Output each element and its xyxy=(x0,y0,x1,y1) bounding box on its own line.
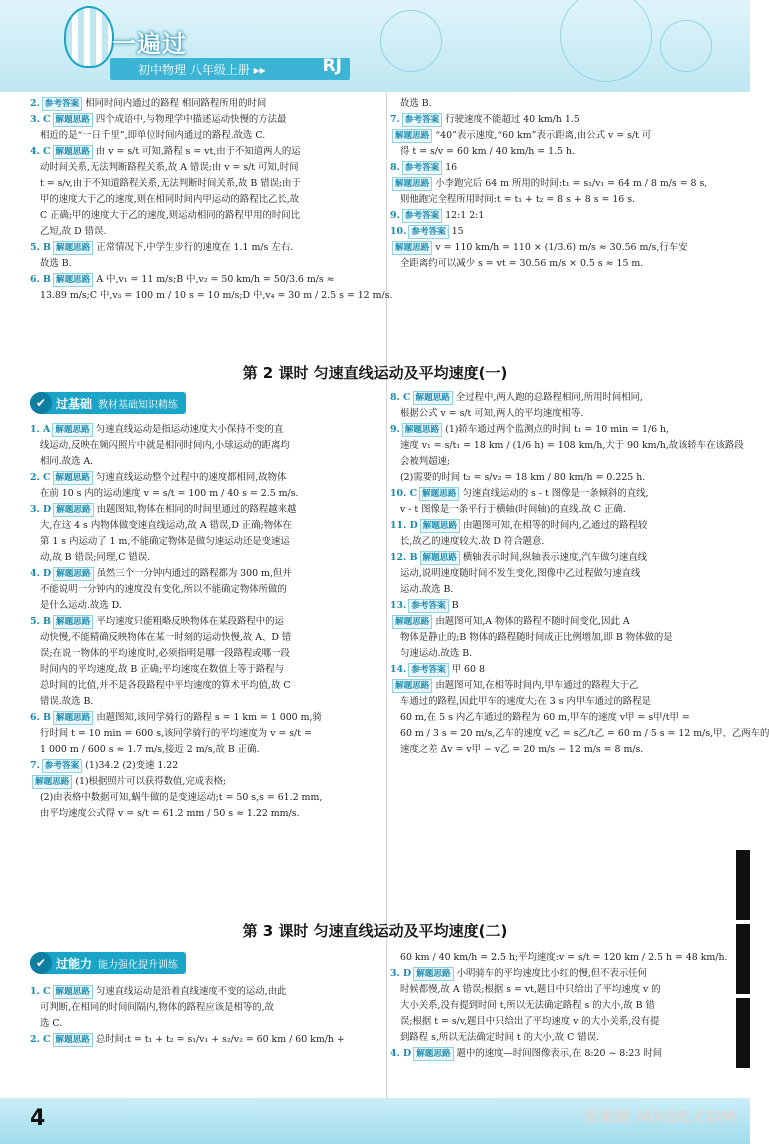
answer-line xyxy=(390,662,720,678)
question-number: 6. B xyxy=(30,274,51,285)
watermark: 答案圈 MXQE.COM xyxy=(582,1107,736,1126)
answer-line xyxy=(30,1016,382,1032)
answer-line xyxy=(390,630,720,646)
answer-text: 相近的是“一日千里”,即单位时间内通过的路程.故选 C. xyxy=(40,130,266,141)
answer-line xyxy=(390,678,720,694)
badge-basic-label: 过基础 xyxy=(56,396,93,411)
page-number: 4 xyxy=(30,1106,46,1131)
answer-line xyxy=(30,144,382,160)
answer-line xyxy=(30,518,382,534)
answer-line xyxy=(30,176,382,192)
answer-text: 不能说明一分钟内的速度没有变化,所以不能确定物体所做的 xyxy=(40,584,287,595)
answer-line xyxy=(390,128,720,144)
answer-text: 12:1 2:1 xyxy=(445,210,485,221)
answer-line xyxy=(390,742,720,758)
answer-text: 大,在这 4 s 内物体做变速直线运动,故 A 错误,D 正确;物体在 xyxy=(40,520,292,531)
answer-text: 60 km / 40 km/h = 2.5 h;平均速度:v = s/t = 120 km / 2.5 h = 48 km/h. xyxy=(400,952,728,963)
answer-text: 在前 10 s 内的运动速度 v = s/t = 100 m / 40 s = 2.5 m/s. xyxy=(40,488,299,499)
answer-line xyxy=(30,112,382,128)
answer-text: 错误.故选 B. xyxy=(40,696,94,707)
answer-line xyxy=(30,208,382,224)
answer-line xyxy=(30,438,382,454)
answer-text: 正常情况下,中学生步行的速度在 1.1 m/s 左右. xyxy=(96,242,294,253)
answer-line xyxy=(30,694,382,710)
answer-text: 13.89 m/s;C 中,v₃ = 100 m / 10 s = 10 m/s;D 中,v₄ = 30 m / 2.5 s = 12 m/s. xyxy=(40,290,393,301)
question-number: 4. D xyxy=(30,568,52,579)
answer-text: 运动,说明速度随时间不发生变化,图像中乙过程做匀速直线 xyxy=(400,568,641,579)
decor-circle xyxy=(560,0,652,82)
answer-text: v = 110 km/h = 110 × (1/3.6) m/s ≈ 30.56 m/s,行车安 xyxy=(435,242,688,253)
answer-line xyxy=(390,982,720,998)
answer-tag: 解题思路 xyxy=(53,985,93,999)
answer-line xyxy=(30,502,382,518)
question-number: 5. B xyxy=(30,242,51,253)
question-number: 14. xyxy=(390,664,407,675)
answer-line xyxy=(390,614,720,630)
answer-tag: 解题思路 xyxy=(419,487,459,501)
answer-tag: 解题思路 xyxy=(52,423,92,437)
answer-text: 60 m / 3 s = 20 m/s,乙车的速度 v乙 = s乙/t乙 = 60 m / 5 s = 12 m/s,甲、乙两车的 xyxy=(400,728,769,739)
answer-line xyxy=(390,694,720,710)
decor-circle xyxy=(660,20,712,72)
badge-ability-sub: 能力强化提升训练 xyxy=(98,959,179,971)
question-number: 8. C xyxy=(390,392,411,403)
answer-text: 速度之差 Δv = v甲 − v乙 = 20 m/s − 12 m/s = 8 m/s. xyxy=(400,744,644,755)
answer-line xyxy=(390,438,744,454)
answer-text: 大小关系,没有提到时间 t,所以无法确定路程 s 的大小,故 B 错 xyxy=(400,1000,655,1011)
answer-line xyxy=(30,256,382,272)
answer-line xyxy=(390,726,769,742)
question-number: 6. B xyxy=(30,712,51,723)
answer-text: 甲 60 8 xyxy=(451,664,485,675)
question-number: 12. B xyxy=(390,552,418,563)
answer-text: (1)34.2 (2)变速 1.22 xyxy=(85,760,179,771)
answer-text: “40”表示速度,“60 km”表示距离,由公式 v = s/t 可 xyxy=(435,130,652,141)
question-number: 2. C xyxy=(30,472,51,483)
brand-title: 一遍过 xyxy=(112,30,187,58)
answer-text: 16 xyxy=(445,162,458,173)
question-number: 3. D xyxy=(30,504,52,515)
answer-tag: 解题思路 xyxy=(53,273,93,287)
answer-line xyxy=(390,646,720,662)
lesson3-title: 第 3 课时 匀速直线运动及平均速度(二) xyxy=(242,922,508,940)
decor-circle xyxy=(380,10,442,72)
answer-text: 全过程中,两人跑的总路程相同,所用时间相同, xyxy=(455,392,643,403)
answer-tag: 参考答案 xyxy=(402,161,442,175)
answer-text: 运动.故选 B. xyxy=(400,584,454,595)
answer-text: 是什么运动.故选 D. xyxy=(40,600,122,611)
answer-line xyxy=(390,112,720,128)
answer-line xyxy=(30,566,382,582)
question-number: 3. D xyxy=(390,968,412,979)
answer-line xyxy=(30,422,382,438)
answer-tag: 解题思路 xyxy=(420,519,460,533)
side-tab-marks xyxy=(736,850,750,1072)
answer-line xyxy=(390,160,720,176)
answer-tag: 参考答案 xyxy=(402,113,442,127)
answer-tag: 解题思路 xyxy=(53,1033,93,1047)
answer-text: 可判断,在相同的时间间隔内,物体的路程应该是相等的,故 xyxy=(40,1002,274,1013)
question-number: 1. A xyxy=(30,424,51,435)
question-number: 1. C xyxy=(30,986,51,997)
answer-line xyxy=(30,550,382,566)
answer-text: 由题图知,该同学骑行的路程 s = 1 km = 1 000 m,骑 xyxy=(96,712,322,723)
answer-text: 行时间 t = 10 min = 600 s,该同学骑行的平均速度为 v = s/t = xyxy=(40,728,312,739)
answer-text: B xyxy=(451,600,459,611)
question-number: 8. xyxy=(390,162,400,173)
answer-text: 长,故乙的速度较大.故 D 符合题意. xyxy=(400,536,545,547)
answer-line xyxy=(390,534,720,550)
answer-tag: 解题思路 xyxy=(53,503,93,517)
answer-line xyxy=(390,96,720,112)
answer-text: 由题图可知,在相等时间内,甲车通过的路程大于乙 xyxy=(435,680,639,691)
question-number: 10. C xyxy=(390,488,418,499)
answer-line xyxy=(390,502,720,518)
question-number: 2. xyxy=(30,98,40,109)
answer-line xyxy=(390,582,720,598)
question-number: 7. xyxy=(390,114,400,125)
answer-text: 总时间:t = t₁ + t₂ = s₁/v₁ + s₂/v₂ = 60 km / 60 km/h + xyxy=(95,1034,345,1045)
answer-line xyxy=(30,272,382,288)
answer-line xyxy=(390,240,720,256)
answer-tag: 解题思路 xyxy=(402,423,442,437)
question-number: 4. C xyxy=(30,146,51,157)
left-bottom-answers xyxy=(30,984,382,1048)
answer-tag: 解题思路 xyxy=(53,113,93,127)
answer-line xyxy=(390,454,720,470)
question-number: 7. xyxy=(30,760,40,771)
answer-text: 四个成语中,与物理学中描述运动快慢的方法最 xyxy=(95,114,287,125)
column-divider xyxy=(386,92,387,1098)
question-number: 13. xyxy=(390,600,407,611)
badge-ability xyxy=(30,952,186,974)
answer-tag: 解题思路 xyxy=(53,711,93,725)
answer-line xyxy=(390,1030,720,1046)
answer-text: 题中的速度—时间图像表示,在 8:20 ~ 8:23 时间 xyxy=(456,1048,663,1059)
answer-line xyxy=(390,486,720,502)
answer-text: A 中,v₁ = 11 m/s;B 中,v₂ = 50 km/h = 50/3.6 m/s ≈ xyxy=(96,274,335,285)
answer-tag: 解题思路 xyxy=(53,145,93,159)
answer-line xyxy=(30,758,382,774)
answer-line xyxy=(390,566,720,582)
answer-line xyxy=(30,470,382,486)
answer-line xyxy=(390,192,720,208)
answer-text: 小李跑完后 64 m 所用的时间:t₁ = s₁/v₁ = 64 m / 8 m/s = 8 s, xyxy=(435,178,708,189)
badge-basic xyxy=(30,392,186,414)
answer-text: t = s/v,由于不知道路程关系,无法判断时间关系,故 B 错误;由于 xyxy=(40,178,301,189)
answer-tag: 解题思路 xyxy=(420,551,460,565)
answer-text: 根据公式 v = s/t 可知,两人的平均速度相等. xyxy=(400,408,584,419)
answer-text: 匀速直线运动是指运动速度大小保持不变的直 xyxy=(95,424,284,435)
answer-text: 得 t = s/v = 60 km / 40 km/h = 1.5 h. xyxy=(400,146,576,157)
answer-line xyxy=(390,950,728,966)
answer-text: 全距离约可以减少 s = vt = 30.56 m/s × 0.5 s ≈ 15 m. xyxy=(400,258,644,269)
answer-line xyxy=(30,726,382,742)
left-mid-answers xyxy=(30,422,382,822)
answer-text: 匀速直线运动是沿着直线速度不变的运动,由此 xyxy=(95,986,287,997)
answer-text: 速度 v₁ = s/t₁ = 18 km / (1/6 h) = 108 km/h,大于 90 km/h,故该轿车在该路段 xyxy=(400,440,744,451)
answer-line xyxy=(30,614,382,630)
answer-line xyxy=(30,192,382,208)
answer-line xyxy=(390,998,720,1014)
answer-tag: 参考答案 xyxy=(42,97,82,111)
answer-tag: 参考答案 xyxy=(408,225,448,239)
badge-ability-label: 过能力 xyxy=(56,956,93,971)
answer-line xyxy=(30,96,382,112)
answer-text: 平均速度只能粗略反映物体在某段路程中的运 xyxy=(96,616,284,627)
answer-text: 匀速直线运动的 s - t 图像是一条倾斜的直线, xyxy=(462,488,649,499)
answer-text: 乙短,故 D 错误. xyxy=(40,226,107,237)
answer-line xyxy=(390,144,720,160)
answer-line xyxy=(30,710,382,726)
answer-text: 故选 B. xyxy=(40,258,72,269)
answer-text: 60 m,在 5 s 内乙车通过的路程为 60 m,甲车的速度 v甲 = s甲/t甲 = xyxy=(400,712,690,723)
answer-text: 动,故 B 错误;同理,C 错误. xyxy=(40,552,151,563)
answer-line xyxy=(30,598,382,614)
answer-line xyxy=(30,1032,382,1048)
question-number: 9. xyxy=(390,424,400,435)
right-mid-answers xyxy=(390,390,769,758)
answer-line xyxy=(390,710,720,726)
answer-tag: 参考答案 xyxy=(42,759,82,773)
question-number: 4. D xyxy=(390,1048,412,1059)
answer-text: (2)需要的时间 t₂ = s/v₂ = 18 km / 80 km/h = 0.225 h. xyxy=(400,472,646,483)
answer-text: 选 C. xyxy=(40,1018,63,1029)
answer-line xyxy=(390,1046,720,1062)
question-number: 2. C xyxy=(30,1034,51,1045)
answer-text: 由题图可知,在相等的时间内,乙通过的路程较 xyxy=(463,520,648,531)
answer-text: 动时间关系,无法判断路程关系,故 A 错误;由 v = s/t 可知,时间 xyxy=(40,162,299,173)
answer-line xyxy=(30,582,382,598)
answer-text: 由平均速度公式得 v = s/t = 61.2 mm / 50 s ≈ 1.22 mm/s. xyxy=(40,808,300,819)
answer-line xyxy=(390,406,720,422)
answer-line xyxy=(390,966,720,982)
answer-line xyxy=(390,390,720,406)
answer-line xyxy=(390,1014,720,1030)
question-number: 11. D xyxy=(390,520,418,531)
answer-text: 则他跑完全程所用时间:t = t₁ + t₂ = 8 s + 8 s = 16 s. xyxy=(400,194,636,205)
answer-text: 误;在说一物体的平均速度时,必须指明是哪一段路程或哪一段 xyxy=(40,648,290,659)
answer-line xyxy=(390,550,720,566)
answer-line xyxy=(30,630,382,646)
answer-line xyxy=(30,742,382,758)
answer-text: C 正确;甲的速度大于乙的速度,则运动相同的路程甲用的时间比 xyxy=(40,210,301,221)
answer-text: 车通过的路程,因此甲车的速度大;在 3 s 内甲车通过的路程是 xyxy=(400,696,651,707)
check-icon: ✔ xyxy=(30,952,52,974)
answer-line xyxy=(30,288,393,304)
answer-text: 由题图可知,A 物体的路程不随时间变化,因此 A xyxy=(435,616,630,627)
answer-text: 由题图知,物体在相同的时间里通过的路程越来越 xyxy=(96,504,297,515)
answer-text: 匀速运动.故选 B. xyxy=(400,648,473,659)
answer-text: v - t 图像是一条平行于横轴(时间轴)的直线.故 C 正确. xyxy=(400,504,626,515)
answer-tag: 解题思路 xyxy=(392,241,432,255)
answer-text: 虽然三个一分钟内通过的路程都为 300 m,但并 xyxy=(96,568,292,579)
answer-text: (1)轿车通过两个监测点的时间 t₁ = 10 min = 1/6 h, xyxy=(445,424,670,435)
answer-line xyxy=(30,454,382,470)
answer-text: 动快慢,不能精确反映物体在某一时刻的运动快慢,故 A、D 错 xyxy=(40,632,292,643)
answer-tag: 参考答案 xyxy=(408,663,448,677)
answer-text: 相同.故选 A. xyxy=(40,456,94,467)
left-top-answers xyxy=(30,96,393,304)
answer-text: 时候都慢,故 A 错误;根据 s = vt,题目中只给出了平均速度 v 的 xyxy=(400,984,661,995)
answer-text: 相同时间内通过的路程 相同路程所用的时间 xyxy=(85,98,267,109)
answer-tag: 解题思路 xyxy=(392,177,432,191)
answer-line xyxy=(30,646,382,662)
answer-tag: 解题思路 xyxy=(413,1047,453,1061)
answer-text: 横轴表示时间,纵轴表示速度,汽车做匀速直线 xyxy=(462,552,647,563)
answer-text: 总时间的比值,并不是各段路程中平均速度的算术平均值,故 C xyxy=(40,680,291,691)
header-banner xyxy=(0,0,750,92)
answer-tag: 解题思路 xyxy=(53,471,93,485)
right-top-answers xyxy=(390,96,720,272)
answer-tag: 参考答案 xyxy=(402,209,442,223)
right-bottom-answers xyxy=(390,950,728,1062)
answer-line xyxy=(30,984,382,1000)
answer-line xyxy=(30,774,382,790)
answer-text: 到路程 s,所以无法确定时间 t 的大小,故 C 错误. xyxy=(400,1032,599,1043)
answer-line xyxy=(390,176,720,192)
series-label: 初中物理 八年级上册 ▸▸ xyxy=(138,63,266,77)
answer-text: 误;根据 t = s/v,题目中只给出了平均速度 v 的大小关系,没有提 xyxy=(400,1016,660,1027)
answer-text: 匀速直线运动整个过程中的速度都相同,故物体 xyxy=(95,472,287,483)
check-icon: ✔ xyxy=(30,392,52,414)
answer-text: 由 v = s/t 可知,路程 s = vt,由于不知道两人的运 xyxy=(95,146,301,157)
answer-tag: 解题思路 xyxy=(53,567,93,581)
answer-line xyxy=(30,1000,382,1016)
answer-line xyxy=(390,422,720,438)
series-bar xyxy=(110,58,350,80)
answer-line xyxy=(390,256,720,272)
answer-tag: 解题思路 xyxy=(413,391,453,405)
answer-line xyxy=(30,662,382,678)
answer-text: 行驶速度不能超过 40 km/h 1.5 xyxy=(445,114,580,125)
answer-line xyxy=(30,128,382,144)
answer-line xyxy=(30,486,382,502)
answer-text: (1)根据照片可以获得数值,完成表格; xyxy=(75,776,227,787)
badge-basic-sub: 教材基础知识精练 xyxy=(98,399,179,411)
question-number: 3. C xyxy=(30,114,51,125)
answer-line xyxy=(390,470,720,486)
question-number: 10. xyxy=(390,226,407,237)
answer-tag: 解题思路 xyxy=(53,615,93,629)
answer-line xyxy=(30,534,382,550)
answer-tag: 解题思路 xyxy=(392,615,432,629)
lesson2-title: 第 2 课时 匀速直线运动及平均速度(一) xyxy=(242,364,508,382)
answer-tag: 解题思路 xyxy=(32,775,72,789)
answer-line xyxy=(30,160,382,176)
answer-tag: 解题思路 xyxy=(413,967,453,981)
answer-line xyxy=(30,224,382,240)
answer-text: 小明骑车的平均速度比小红的慢,但不表示任何 xyxy=(456,968,648,979)
answer-line xyxy=(30,790,382,806)
hot-air-balloon-icon xyxy=(64,6,114,68)
answer-text: 线运动,反映在频闪照片中就是相同时间内,小球运动的距离均 xyxy=(40,440,290,451)
answer-text: 会被判超速; xyxy=(400,456,451,467)
answer-line xyxy=(30,240,382,256)
answer-tag: 解题思路 xyxy=(392,129,432,143)
answer-line xyxy=(390,518,720,534)
question-number: 5. B xyxy=(30,616,51,627)
answer-text: 时间内的平均速度,故 B 正确;平均速度在数值上等于路程与 xyxy=(40,664,284,675)
answer-text: 1 000 m / 600 s ≈ 1.7 m/s,接近 2 m/s,故 B 正确. xyxy=(40,744,260,755)
answer-text: (2)由表格中数据可知,蜗牛做的是变速运动;t = 50 s,s = 61.2 mm, xyxy=(40,792,323,803)
answer-tag: 解题思路 xyxy=(392,679,432,693)
answer-line xyxy=(390,224,720,240)
answer-line xyxy=(30,678,382,694)
answer-tag: 参考答案 xyxy=(408,599,448,613)
answer-line xyxy=(390,208,720,224)
answer-tag: 解题思路 xyxy=(53,241,93,255)
edition-label: RJ xyxy=(322,56,342,76)
question-number: 9. xyxy=(390,210,400,221)
answer-line xyxy=(30,806,382,822)
answer-text: 第 1 s 内运动了 1 m,不能确定物体是做匀速运动还是变速运 xyxy=(40,536,290,547)
answer-text: 故选 B. xyxy=(400,98,432,109)
answer-line xyxy=(390,598,720,614)
answer-text: 甲的速度大于乙的速度,则在相同时间内甲运动的路程比乙长,故 xyxy=(40,194,300,205)
answer-text: 15 xyxy=(451,226,464,237)
answer-text: 物体是静止的;B 物体的路程随时间成正比例增加,即 B 物体做的是 xyxy=(400,632,673,643)
